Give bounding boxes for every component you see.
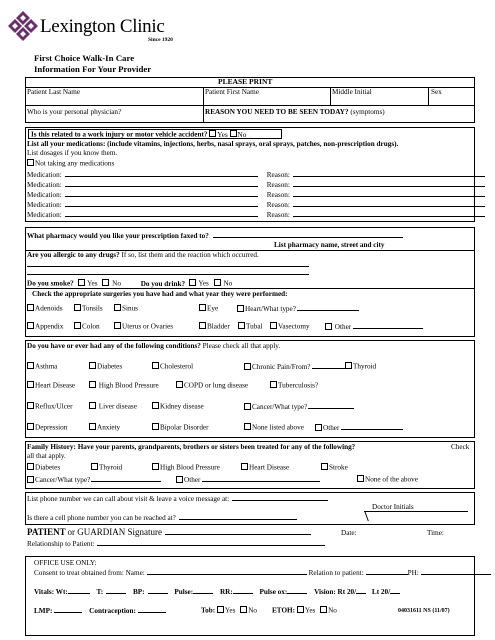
allergy-line[interactable] bbox=[27, 274, 309, 275]
office-use-heading: OFFICE USE ONLY: bbox=[34, 559, 97, 567]
condition-option-none-listed[interactable]: None listed above bbox=[244, 423, 304, 432]
form-title-line2: Information For Your Provider bbox=[34, 64, 152, 74]
phone-number-field[interactable]: List phone number we can call about visit & leave a voice message at: bbox=[27, 494, 328, 503]
condition-option-thyroid[interactable]: Thyroid bbox=[345, 362, 376, 371]
lexington-clinic-logo-icon bbox=[8, 10, 38, 46]
surgery-option-adenoids[interactable]: Adenoids bbox=[27, 304, 63, 313]
family-option-high-blood-pressure[interactable]: High Blood Pressure bbox=[152, 463, 220, 472]
condition-option-high-blood-pressure[interactable]: High Blood Pressure bbox=[89, 381, 159, 390]
medication-row[interactable]: Medication: Reason: bbox=[27, 180, 485, 189]
signature-date-label[interactable]: Date: bbox=[341, 529, 357, 537]
family-option-cancer[interactable]: Cancer/What type? bbox=[27, 475, 161, 484]
condition-option-asthma[interactable]: Asthma bbox=[27, 362, 57, 371]
surgery-option-tonsils[interactable]: Tonsils bbox=[74, 304, 103, 313]
work-injury-yes-checkbox[interactable] bbox=[209, 130, 216, 137]
pharmacy-question[interactable]: What pharmacy would you like your prescription faxed to? bbox=[27, 231, 403, 240]
family-option-other[interactable]: Other bbox=[176, 475, 320, 484]
family-option-diabetes[interactable]: Diabetes bbox=[27, 463, 60, 472]
condition-option-kidney-disease[interactable]: Kidney disease bbox=[152, 402, 204, 411]
condition-option-heart-disease[interactable]: Heart Disease bbox=[27, 381, 75, 390]
family-option-heart-disease[interactable]: Heart Disease bbox=[241, 463, 289, 472]
condition-option-bipolar[interactable]: Bipolar Disorder bbox=[152, 423, 209, 432]
family-option-none[interactable]: None of the above bbox=[357, 475, 418, 484]
relationship-field[interactable]: Relationship to Patient: bbox=[27, 539, 325, 548]
form-title-line1: First Choice Walk-In Care bbox=[34, 53, 135, 63]
physician-field[interactable]: Who is your personal physician? bbox=[27, 108, 122, 116]
allergy-question: Are you allergic to any drugs? If so, list them and the reaction which occurred. bbox=[27, 251, 259, 259]
allergy-line[interactable] bbox=[27, 266, 309, 267]
smoke-no-checkbox[interactable] bbox=[102, 279, 109, 286]
medications-subheading: List dosages if you know them. bbox=[27, 149, 118, 157]
condition-option-anxiety[interactable]: Anxiety bbox=[89, 423, 120, 432]
smoke-drink-row: Do you smoke? Yes No Do you drink? Yes No bbox=[27, 279, 233, 288]
surgery-option-eye[interactable]: Eye bbox=[199, 304, 218, 313]
condition-option-tuberculosis[interactable]: Tuberculosis? bbox=[270, 381, 318, 390]
surgery-option-other[interactable]: Other bbox=[325, 322, 423, 331]
drink-yes-checkbox[interactable] bbox=[189, 279, 196, 286]
etoh-row[interactable]: ETOH: Yes No bbox=[272, 606, 337, 615]
tob-row[interactable]: Tob: Yes No bbox=[201, 606, 257, 615]
no-medications-option[interactable]: Not taking any medications bbox=[27, 159, 114, 168]
condition-option-cancer[interactable]: Cancer/What type? bbox=[244, 402, 354, 411]
condition-option-reflux[interactable]: Reflux/Ulcer bbox=[27, 402, 73, 411]
reason-field[interactable]: REASON YOU NEED TO BE SEEN TODAY? (symptoms) bbox=[205, 108, 385, 116]
consent-row[interactable]: Consent to treat obtained from: Name: Relation to patient: PH: bbox=[34, 568, 491, 577]
last-name-field[interactable]: Patient Last Name bbox=[27, 88, 81, 96]
cell-phone-field[interactable]: Is there a cell phone number you can be reached at? bbox=[27, 513, 297, 522]
family-history-check: Check bbox=[451, 443, 470, 451]
signature-row[interactable]: PATIENT or GUARDIAN Signature bbox=[27, 527, 311, 537]
medication-row[interactable]: Medication: Reason: bbox=[27, 200, 485, 209]
surgery-option-sinus[interactable]: Sinus bbox=[114, 304, 138, 313]
etoh-no-checkbox[interactable] bbox=[320, 606, 327, 613]
etoh-yes-checkbox[interactable] bbox=[297, 606, 304, 613]
condition-option-depression[interactable]: Depression bbox=[27, 423, 67, 432]
family-option-stroke[interactable]: Stroke bbox=[321, 463, 348, 472]
condition-option-copd[interactable]: COPD or lung disease bbox=[176, 381, 248, 390]
signature-time-label[interactable]: Time: bbox=[427, 529, 444, 537]
lmp-row[interactable]: LMP: Contraception: bbox=[34, 606, 166, 615]
tob-yes-checkbox[interactable] bbox=[217, 606, 224, 613]
pharmacy-caption: List pharmacy name, street and city bbox=[274, 241, 385, 249]
work-injury-no-checkbox[interactable] bbox=[230, 130, 237, 137]
condition-option-cholesterol[interactable]: Cholesterol bbox=[152, 362, 193, 371]
surgeries-heading: Check the appropriate surgeries you have had and what year they were performed: bbox=[32, 290, 288, 298]
doctor-initials-line[interactable] bbox=[364, 511, 468, 512]
vitals-row[interactable]: Vitals: Wt: T: BP: Pulse: RR: Pulse ox: Vision: Rt 20/ Lt 20/ bbox=[34, 587, 400, 596]
medication-row[interactable]: Medication: Reason: bbox=[27, 210, 485, 219]
medication-row[interactable]: Medication: Reason: bbox=[27, 170, 485, 179]
work-injury-question: Is this related to a work injury or motor vehicle accident? Yes No bbox=[31, 130, 247, 139]
middle-initial-field[interactable]: Middle Initial bbox=[332, 88, 372, 96]
condition-option-diabetes[interactable]: Diabetes bbox=[89, 362, 122, 371]
surgery-option-uterus[interactable]: Uterus or Ovaries bbox=[114, 322, 173, 331]
tob-no-checkbox[interactable] bbox=[240, 606, 247, 613]
no-medications-checkbox[interactable] bbox=[27, 159, 34, 166]
family-history-all-apply: all that apply. bbox=[27, 452, 66, 460]
surgery-option-colon[interactable]: Colon bbox=[74, 322, 100, 331]
sex-field[interactable]: Sex bbox=[431, 88, 442, 96]
drink-no-checkbox[interactable] bbox=[214, 279, 221, 286]
please-print-label: PLEASE PRINT bbox=[218, 77, 273, 86]
doctor-initials-label: Doctor Initials bbox=[372, 503, 414, 511]
medications-heading: List all your medications: (include vitamins, injections, herbs, nasal sprays, oral sprays, patches, non-prescription drugs). bbox=[27, 140, 399, 148]
surgery-option-bladder[interactable]: Bladder bbox=[199, 322, 230, 331]
since-label: Since 1920 bbox=[148, 37, 173, 43]
condition-option-other[interactable]: Other bbox=[315, 423, 403, 432]
first-name-field[interactable]: Patient First Name bbox=[205, 88, 259, 96]
family-option-thyroid[interactable]: Thyroid bbox=[91, 463, 122, 472]
condition-option-chronic-pain[interactable]: Chronic Pain/From? bbox=[244, 362, 348, 371]
condition-option-liver-disease[interactable]: Liver disease bbox=[89, 402, 137, 411]
surgery-option-appendix[interactable]: Appendix bbox=[27, 322, 63, 331]
logo-name: Lexington Clinic bbox=[40, 16, 165, 37]
surgery-option-vasectomy[interactable]: Vasectomy bbox=[270, 322, 310, 331]
form-code: 04031611 NS (11/07) bbox=[398, 608, 450, 614]
surgery-option-tubal[interactable]: Tubal bbox=[238, 322, 263, 331]
smoke-yes-checkbox[interactable] bbox=[78, 279, 85, 286]
surgery-option-heart[interactable]: Heart/What type? bbox=[237, 304, 359, 313]
conditions-heading: Do you have or ever had any of the following conditions? Please check all that apply. bbox=[27, 342, 281, 350]
family-history-heading: Family History: Have your parents, grandparents, brothers or sisters been treated for any of the following? bbox=[27, 443, 356, 451]
medication-row[interactable]: Medication: Reason: bbox=[27, 190, 485, 199]
